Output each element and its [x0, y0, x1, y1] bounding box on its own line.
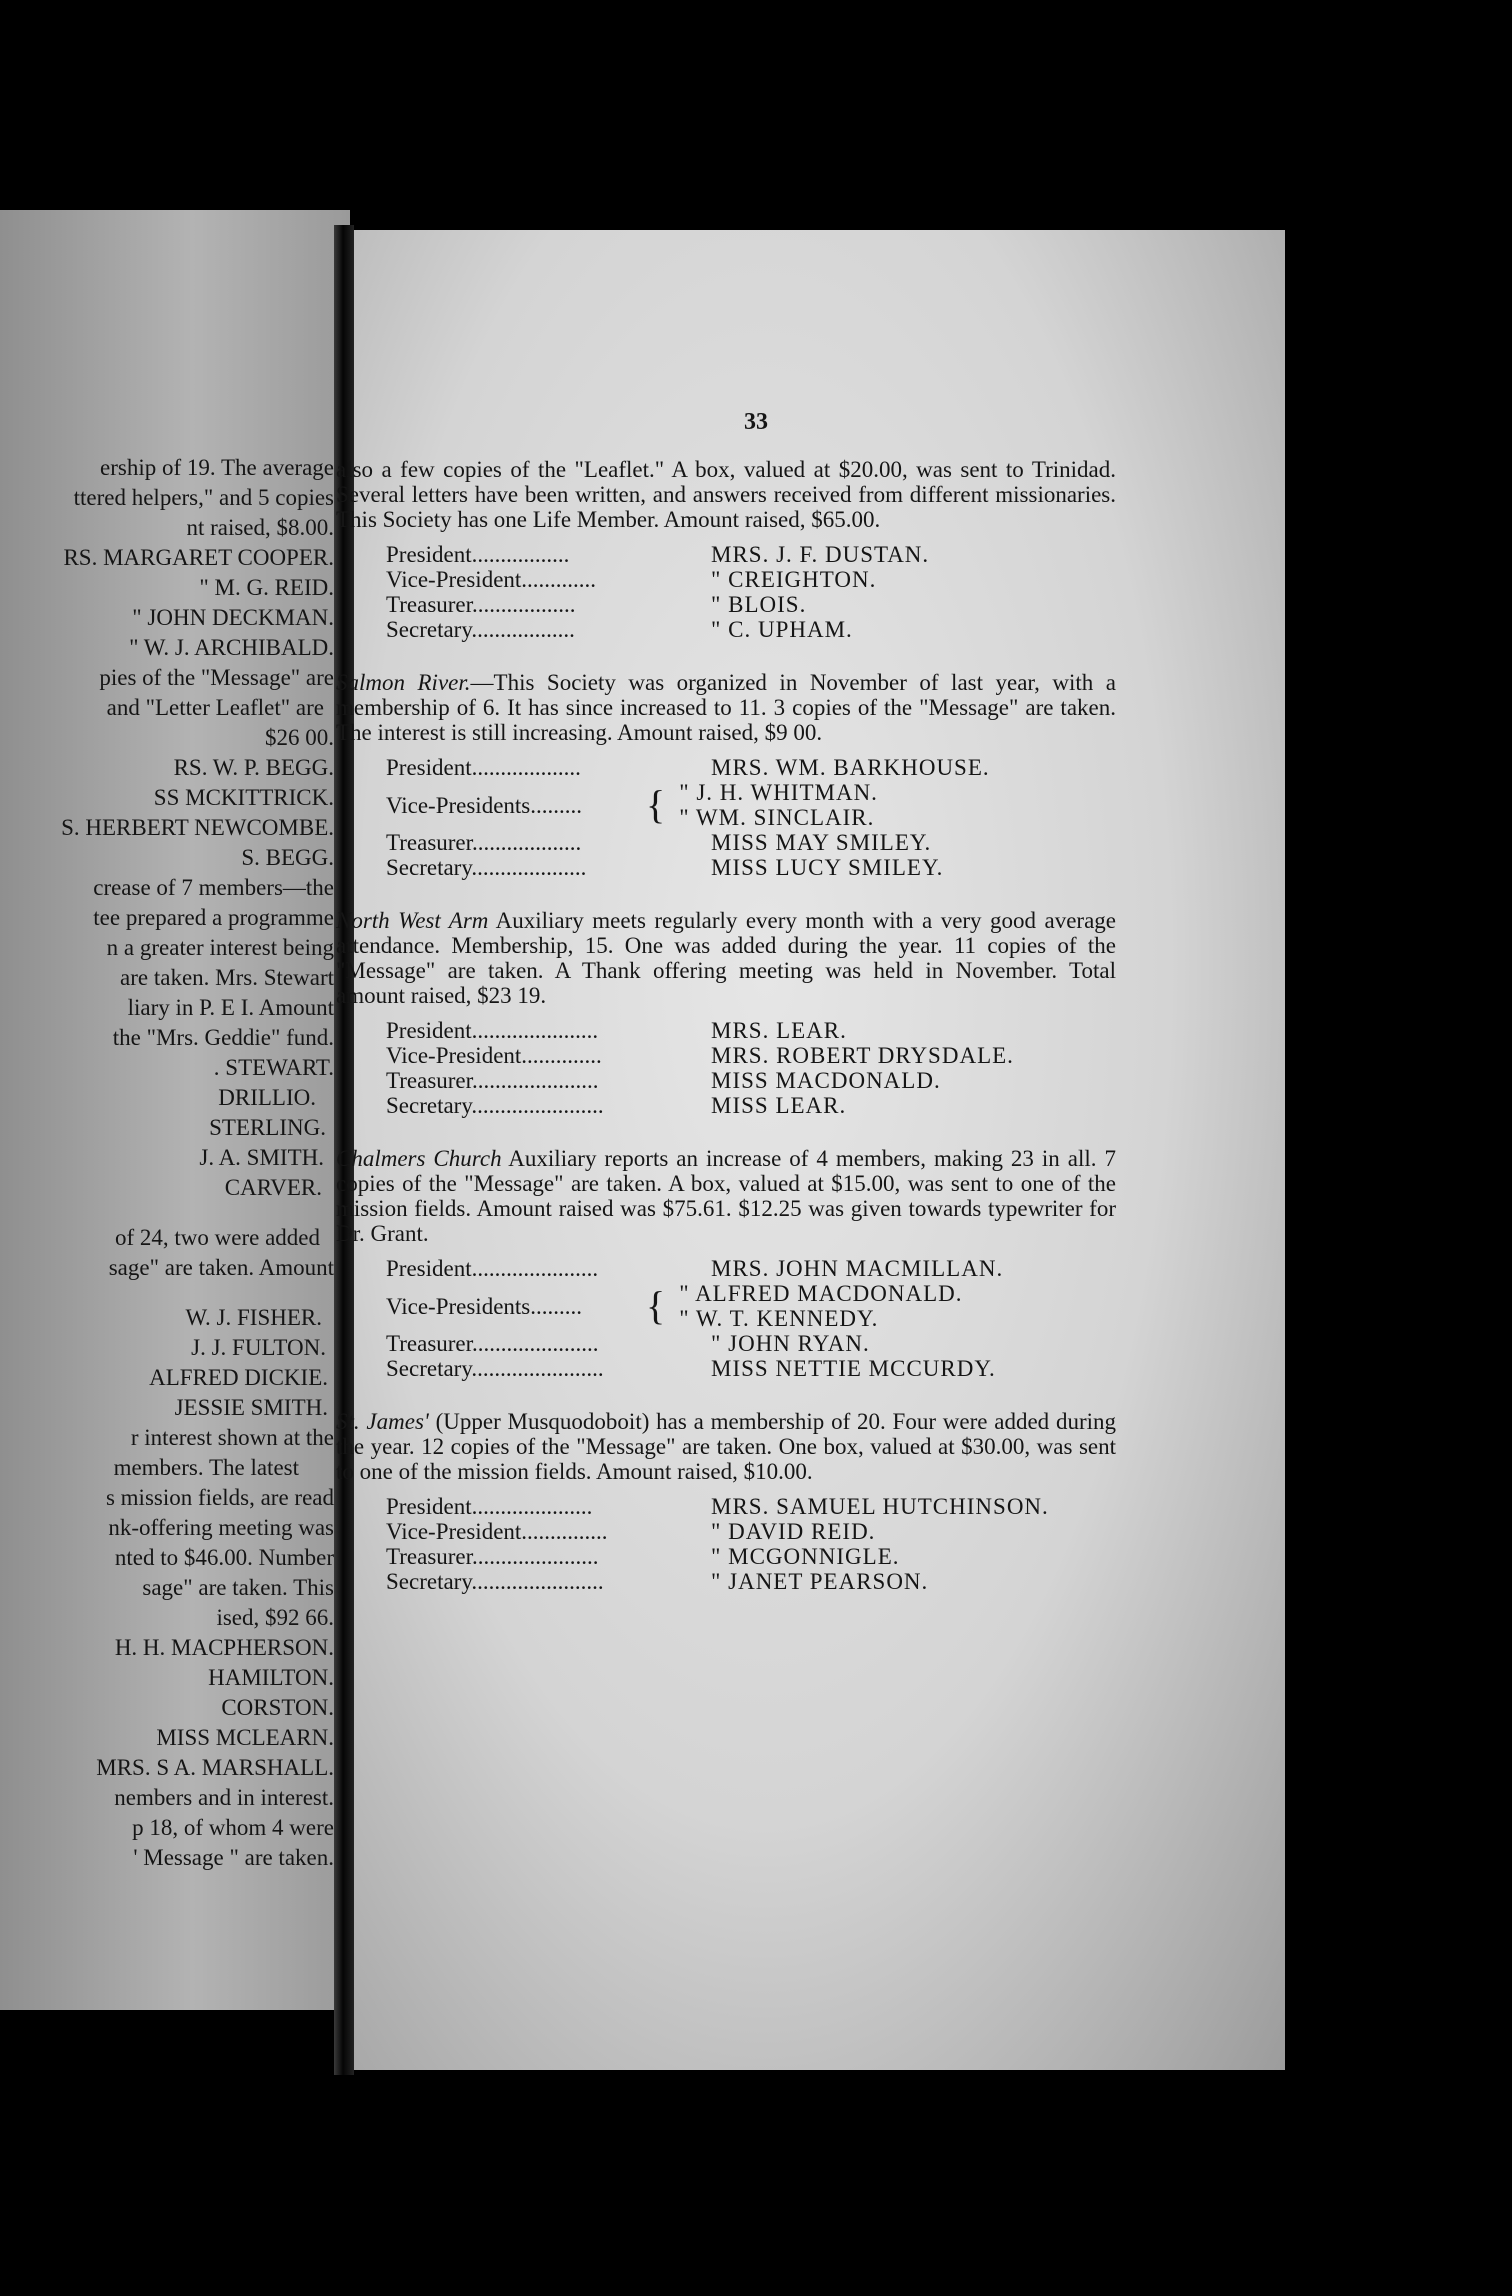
society-report-text: also a few copies of the "Leaflet." A box, valued at $20.00, was sent to Trinidad. Several letters have been written, and answers received from different missionaries. This Society has one Life Member. Amount raised, $65.00.	[336, 457, 1116, 532]
brace-mark: {	[646, 1283, 666, 1328]
left-page-line: MRS. S A. MARSHALL.	[96, 1755, 334, 1780]
officer-role: Treasurer......................	[386, 1544, 599, 1569]
officer-name: " ALFRED MACDONALD.	[679, 1281, 963, 1306]
officer-name: MISS MAY SMILEY.	[711, 830, 932, 855]
officer-row	[386, 1544, 1116, 1569]
officer-row	[386, 780, 1116, 830]
officer-name: MISS LUCY SMILEY.	[711, 855, 944, 880]
officer-name: " JANET PEARSON.	[711, 1569, 929, 1594]
left-page-line: crease of 7 members—the	[93, 875, 334, 900]
society-paragraph	[336, 1146, 1116, 1246]
left-page-line: ised, $92 66.	[216, 1605, 334, 1630]
left-page-line: CARVER.	[224, 1175, 322, 1200]
left-page-line: ttered helpers," and 5 copies	[73, 485, 334, 510]
left-page-line: r interest shown at the	[130, 1425, 334, 1450]
left-page-line: RS. W. P. BEGG.	[173, 755, 334, 780]
officers-list	[386, 1494, 1116, 1594]
officer-name: MRS. ROBERT DRYSDALE.	[711, 1043, 1014, 1068]
officers-list	[386, 1256, 1116, 1381]
officer-role: Secretary.......................	[386, 1093, 604, 1118]
left-page-line: S. HERBERT NEWCOMBE.	[61, 815, 334, 840]
left-page-line: SS MCKITTRICK.	[153, 785, 334, 810]
officer-row	[386, 617, 1116, 642]
officer-row	[386, 855, 1116, 880]
officer-row	[386, 1043, 1116, 1068]
officer-row	[386, 567, 1116, 592]
officer-row	[386, 755, 1116, 780]
officer-row	[386, 1256, 1116, 1281]
officers-list	[386, 542, 1116, 642]
society-reports	[336, 457, 1116, 1594]
officer-row	[386, 1519, 1116, 1544]
officer-name: " BLOIS.	[711, 592, 807, 617]
left-page-line: ' Message " are taken.	[133, 1845, 334, 1870]
officer-name: MISS NETTIE MCCURDY.	[711, 1356, 996, 1381]
officer-role: President.................	[386, 542, 570, 567]
officer-name: " MCGONNIGLE.	[711, 1544, 900, 1569]
officer-name: " C. UPHAM.	[711, 617, 853, 642]
officer-role: Vice-President..............	[386, 1043, 602, 1068]
officer-name: MRS. J. F. DUSTAN.	[711, 542, 930, 567]
officer-name: MRS. SAMUEL HUTCHINSON.	[711, 1494, 1049, 1519]
society-name: St. James'	[336, 1409, 429, 1434]
officers-list	[386, 755, 1116, 880]
left-page-line: CORSTON.	[221, 1695, 334, 1720]
left-page-line: JESSIE SMITH.	[174, 1395, 328, 1420]
left-page-line: HAMILTON.	[208, 1665, 334, 1690]
left-page-line: members. The latest	[113, 1455, 299, 1480]
right-page-text	[336, 410, 1116, 1622]
officer-role: President......................	[386, 1256, 599, 1281]
society-paragraph	[336, 1409, 1116, 1484]
officer-row	[386, 592, 1116, 617]
society-report-text: (Upper Musquodoboit) has a membership of 20. Four were added during the year. 12 copies of the "Message" are taken. One box, valued at $30.00, was sent to one of the mission fields. Amount raised, $10.00.	[336, 1409, 1116, 1484]
left-page-line: n a greater interest being	[106, 935, 334, 960]
left-page-line: ALFRED DICKIE.	[149, 1365, 328, 1390]
officer-name: MISS LEAR.	[711, 1093, 847, 1118]
officer-role: Secretary.......................	[386, 1569, 604, 1594]
officer-role: President.....................	[386, 1494, 593, 1519]
left-page-line: " M. G. REID.	[199, 575, 334, 600]
left-page-line: RS. MARGARET COOPER.	[63, 545, 334, 570]
left-page-line: $26 00.	[265, 725, 334, 750]
left-page-line: the "Mrs. Geddie" fund.	[112, 1025, 334, 1050]
left-page-line: liary in P. E I. Amount	[127, 995, 334, 1020]
left-page-line: STERLING.	[209, 1115, 326, 1140]
left-page-line: DRILLIO.	[218, 1085, 316, 1110]
officer-row	[386, 1281, 1116, 1331]
left-page-line: of 24, two were added	[114, 1225, 320, 1250]
officer-role: Treasurer...................	[386, 830, 582, 855]
officers-list	[386, 1018, 1116, 1118]
officer-role: Treasurer......................	[386, 1068, 599, 1093]
officer-role: Vice-Presidents.........	[386, 792, 582, 818]
brace-mark: {	[646, 782, 666, 827]
left-page-line: " JOHN DECKMAN.	[132, 605, 334, 630]
page-number: 33	[744, 409, 768, 435]
left-page-line: p 18, of whom 4 were	[132, 1815, 334, 1840]
society-paragraph	[336, 457, 1116, 532]
left-page-line: J. A. SMITH.	[199, 1145, 324, 1170]
officer-role: Treasurer..................	[386, 592, 576, 617]
officer-row	[386, 1018, 1116, 1043]
left-page-line: S. BEGG.	[241, 845, 334, 870]
officer-name: " DAVID REID.	[711, 1519, 876, 1544]
officer-name: MRS. JOHN MACMILLAN.	[711, 1256, 1004, 1281]
officer-name: " JOHN RYAN.	[711, 1331, 870, 1356]
officer-name: MRS. LEAR.	[711, 1018, 847, 1043]
left-page-line: W. J. FISHER.	[185, 1305, 322, 1330]
left-page-line: and "Letter Leaflet" are	[106, 695, 324, 720]
officer-name: " WM. SINCLAIR.	[679, 805, 875, 830]
left-page-line: nted to $46.00. Number	[114, 1545, 334, 1570]
left-page-line: sage" are taken. This	[142, 1575, 334, 1600]
officer-row	[386, 1356, 1116, 1381]
officer-name: " J. H. WHITMAN.	[679, 780, 878, 805]
left-page-line: are taken. Mrs. Stewart	[120, 965, 334, 990]
officer-row	[386, 1331, 1116, 1356]
society-report-text: Auxiliary reports an increase of 4 members, making 23 in all. 7 copies of the "Message" are taken. A box, valued at $15.00, was sent to one of the mission fields. Amount raised was $75.61. $12.25 was given towards typewriter for Dr. Grant.	[336, 1146, 1117, 1246]
officer-role: Secretary....................	[386, 855, 587, 880]
officer-row	[386, 542, 1116, 567]
society-paragraph	[336, 908, 1116, 1008]
society-report-text: Auxiliary meets regularly every month with a very good average attendance. Membership, 15. One was added during the year. 11 copies of the "Message" are taken. A Thank offering meeting was held in November. Total amount raised, $23 19.	[336, 908, 1116, 1008]
officer-role: President......................	[386, 1018, 599, 1043]
left-page-line: nembers and in interest.	[114, 1785, 334, 1810]
society-paragraph	[336, 670, 1116, 745]
officer-name: MRS. WM. BARKHOUSE.	[711, 755, 990, 780]
society-name: Chalmers Church	[336, 1146, 502, 1171]
society-report-text: —This Society was organized in November of last year, with a membership of 6. It has since increased to 11. 3 copies of the "Message" are taken. The interest is still increasing. Amount raised, $9 00.	[336, 670, 1116, 745]
officer-row	[386, 1093, 1116, 1118]
officer-row	[386, 1494, 1116, 1519]
officer-row	[386, 830, 1116, 855]
officer-role: Vice-President.............	[386, 567, 597, 592]
left-page-line: ership of 19. The average	[100, 455, 334, 480]
officer-role: Treasurer......................	[386, 1331, 599, 1356]
left-page-line: tee prepared a programme	[93, 905, 334, 930]
left-page-line: s mission fields, are read	[105, 1485, 334, 1510]
officer-name: MISS MACDONALD.	[711, 1068, 941, 1093]
officer-role: Vice-Presidents.........	[386, 1293, 582, 1319]
society-name: Salmon River.	[336, 670, 471, 695]
left-page-line: pies of the "Message" are	[99, 665, 334, 690]
left-page-line: . STEWART.	[213, 1055, 334, 1080]
officer-role: Secretary..................	[386, 617, 575, 642]
officer-row	[386, 1569, 1116, 1594]
officer-role: Secretary.......................	[386, 1356, 604, 1381]
left-page-line: H. H. MACPHERSON.	[114, 1635, 334, 1660]
officer-role: Vice-President...............	[386, 1519, 608, 1544]
left-page-line: MISS MCLEARN.	[156, 1725, 334, 1750]
left-page-line: J. J. FULTON.	[191, 1335, 326, 1360]
left-page-line: sage" are taken. Amount	[108, 1255, 334, 1280]
society-name: North West Arm	[336, 908, 489, 933]
officer-name: " W. T. KENNEDY.	[679, 1306, 879, 1331]
left-page-line: nk-offering meeting was	[108, 1515, 334, 1540]
officer-row	[386, 1068, 1116, 1093]
officer-role: President...................	[386, 755, 581, 780]
left-page-line: " W. J. ARCHIBALD.	[129, 635, 334, 660]
left-page-line: nt raised, $8.00.	[186, 515, 334, 540]
officer-name: " CREIGHTON.	[711, 567, 877, 592]
